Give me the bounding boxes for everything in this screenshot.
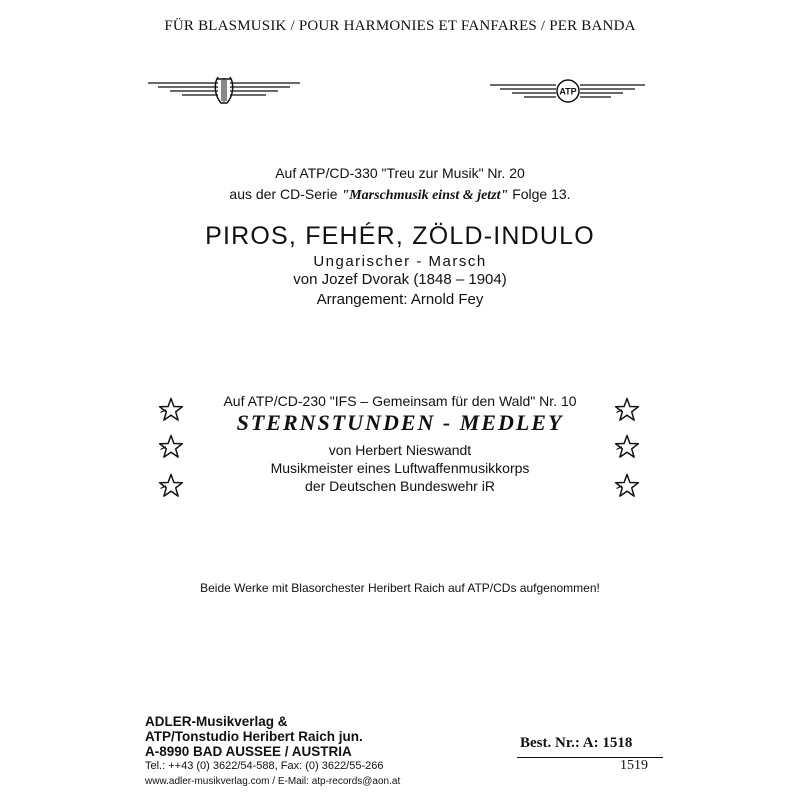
work1-cd-line: Auf ATP/CD-330 "Treu zur Musik" Nr. 20	[275, 165, 525, 181]
publisher-name: ADLER-Musikverlag &	[145, 714, 288, 729]
work2-org: der Deutschen Bundeswehr iR	[305, 478, 495, 494]
order-number: Best. Nr.: A: 1518	[520, 735, 633, 751]
lyre-emblem-icon	[148, 75, 300, 112]
star-icon	[158, 397, 184, 423]
work1-composer: von Jozef Dvorak (1848 – 1904)	[293, 271, 507, 288]
work2-composer: von Herbert Nieswandt	[328, 442, 472, 458]
series-name: "Marschmusik einst & jetzt"	[341, 188, 509, 203]
publisher-block	[145, 714, 400, 789]
star-icon	[614, 473, 640, 499]
atp-logo-text: ATP	[559, 86, 577, 97]
publisher-phone: Tel.: ++43 (0) 3622/54-588, Fax: (0) 3622/55-266	[145, 760, 384, 772]
star-icon	[614, 434, 640, 460]
work2-cd-line: Auf ATP/CD-230 "IFS – Gemeinsam für den Wald" Nr. 10	[223, 393, 577, 409]
star-icon	[614, 397, 640, 423]
series-suffix: Folge 13.	[508, 186, 571, 202]
work2-role: Musikmeister eines Luftwaffenmusikkorps	[270, 460, 530, 476]
order-sub-number: 1519	[620, 758, 648, 773]
series-prefix: aus der CD-Serie	[229, 186, 342, 202]
work1-title: PIROS, FEHÉR, ZÖLD-INDULO	[205, 222, 595, 250]
star-icon	[158, 434, 184, 460]
header-text: FÜR BLASMUSIK / POUR HARMONIES ET FANFARES / PER BANDA	[164, 18, 636, 34]
work1-subtitle: Ungarischer - Marsch	[313, 253, 487, 270]
recorded-note: Beide Werke mit Blasorchester Heribert Raich auf ATP/CDs aufgenommen!	[200, 581, 600, 595]
publisher-web: www.adler-musikverlag.com / E-Mail: atp-records@aon.at	[145, 776, 401, 787]
publisher-studio: ATP/Tonstudio Heribert Raich jun.	[145, 729, 363, 744]
publisher-address: A-8990 BAD AUSSEE / AUSTRIA	[145, 744, 352, 759]
star-icon	[158, 473, 184, 499]
work1-cd-series-line	[0, 186, 800, 204]
atp-logo-icon	[490, 75, 645, 112]
work2-title: STERNSTUNDEN - MEDLEY	[236, 410, 564, 435]
work1-arranger: Arrangement: Arnold Fey	[316, 291, 484, 308]
